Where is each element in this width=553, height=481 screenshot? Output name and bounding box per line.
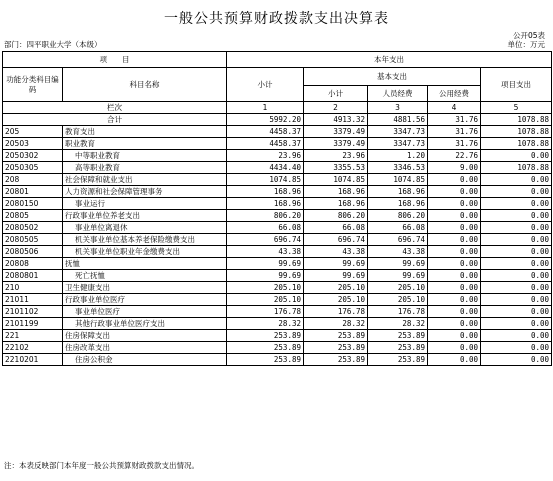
row-public: 0.00 bbox=[428, 318, 481, 330]
row-public: 9.00 bbox=[428, 162, 481, 174]
row-code: 208 bbox=[3, 174, 63, 186]
column-number: 5 bbox=[481, 102, 552, 114]
row-basic-subtotal: 99.69 bbox=[304, 270, 368, 282]
total-project: 1078.88 bbox=[481, 114, 552, 126]
table-row bbox=[3, 306, 552, 318]
personnel-header: 人员经费 bbox=[368, 86, 428, 102]
table-row bbox=[3, 138, 552, 150]
row-personnel: 168.96 bbox=[368, 198, 428, 210]
form-number: 公开05表 bbox=[512, 31, 545, 40]
row-project: 0.00 bbox=[481, 174, 552, 186]
row-personnel: 99.69 bbox=[368, 270, 428, 282]
subtotal-header: 小计 bbox=[227, 68, 304, 102]
row-name: 教育支出 bbox=[63, 126, 227, 138]
row-public: 0.00 bbox=[428, 282, 481, 294]
row-subtotal: 806.20 bbox=[227, 210, 304, 222]
row-project: 0.00 bbox=[481, 198, 552, 210]
row-subtotal: 43.38 bbox=[227, 246, 304, 258]
row-subtotal: 176.78 bbox=[227, 306, 304, 318]
row-subtotal: 168.96 bbox=[227, 186, 304, 198]
row-public: 0.00 bbox=[428, 174, 481, 186]
row-subtotal: 168.96 bbox=[227, 198, 304, 210]
row-project: 0.00 bbox=[481, 318, 552, 330]
row-public: 31.76 bbox=[428, 126, 481, 138]
total-row bbox=[3, 114, 552, 126]
row-name: 其他行政事业单位医疗支出 bbox=[63, 318, 227, 330]
func-code-header: 功能分类科目编码 bbox=[3, 68, 63, 102]
row-subtotal: 4458.37 bbox=[227, 126, 304, 138]
row-project: 0.00 bbox=[481, 282, 552, 294]
table-row bbox=[3, 342, 552, 354]
row-code: 2080506 bbox=[3, 246, 63, 258]
row-project: 1078.88 bbox=[481, 126, 552, 138]
row-basic-subtotal: 23.96 bbox=[304, 150, 368, 162]
row-name: 事业单位医疗 bbox=[63, 306, 227, 318]
row-basic-subtotal: 806.20 bbox=[304, 210, 368, 222]
total-label: 合计 bbox=[3, 114, 227, 126]
basic-subtotal-header: 小计 bbox=[304, 86, 368, 102]
table-row bbox=[3, 150, 552, 162]
row-project: 0.00 bbox=[481, 210, 552, 222]
row-public: 0.00 bbox=[428, 246, 481, 258]
row-subtotal: 99.69 bbox=[227, 270, 304, 282]
row-project: 0.00 bbox=[481, 186, 552, 198]
table-row bbox=[3, 234, 552, 246]
row-code: 2080505 bbox=[3, 234, 63, 246]
report-title: 一般公共预算财政拨款支出决算表 bbox=[164, 11, 389, 27]
row-name: 行政事业单位医疗 bbox=[63, 294, 227, 306]
row-subtotal: 99.69 bbox=[227, 258, 304, 270]
public-header: 公用经费 bbox=[428, 86, 481, 102]
row-basic-subtotal: 99.69 bbox=[304, 258, 368, 270]
row-name: 机关事业单位基本养老保险缴费支出 bbox=[63, 234, 227, 246]
row-basic-subtotal: 205.10 bbox=[304, 294, 368, 306]
row-basic-subtotal: 28.32 bbox=[304, 318, 368, 330]
row-code: 2080150 bbox=[3, 198, 63, 210]
row-personnel: 253.89 bbox=[368, 342, 428, 354]
row-personnel: 253.89 bbox=[368, 354, 428, 366]
table-row bbox=[3, 270, 552, 282]
row-name: 人力资源和社会保障管理事务 bbox=[63, 186, 227, 198]
row-basic-subtotal: 168.96 bbox=[304, 186, 368, 198]
table-row bbox=[3, 258, 552, 270]
total-personnel: 4881.56 bbox=[368, 114, 428, 126]
row-project: 0.00 bbox=[481, 270, 552, 282]
table-row bbox=[3, 186, 552, 198]
row-subtotal: 4458.37 bbox=[227, 138, 304, 150]
table-row bbox=[3, 246, 552, 258]
column-number: 1 bbox=[227, 102, 304, 114]
row-subtotal: 253.89 bbox=[227, 342, 304, 354]
row-personnel: 3346.53 bbox=[368, 162, 428, 174]
subject-name-header: 科目名称 bbox=[63, 68, 227, 102]
row-basic-subtotal: 696.74 bbox=[304, 234, 368, 246]
basic-expense-header: 基本支出 bbox=[304, 68, 481, 86]
row-code: 2101199 bbox=[3, 318, 63, 330]
row-subtotal: 4434.40 bbox=[227, 162, 304, 174]
row-basic-subtotal: 253.89 bbox=[304, 354, 368, 366]
table-row bbox=[3, 330, 552, 342]
row-personnel: 696.74 bbox=[368, 234, 428, 246]
row-project: 0.00 bbox=[481, 234, 552, 246]
row-code: 2050305 bbox=[3, 162, 63, 174]
row-code: 2210201 bbox=[3, 354, 63, 366]
row-basic-subtotal: 205.10 bbox=[304, 282, 368, 294]
row-public: 0.00 bbox=[428, 222, 481, 234]
row-public: 0.00 bbox=[428, 294, 481, 306]
row-basic-subtotal: 3355.53 bbox=[304, 162, 368, 174]
row-name: 机关事业单位职业年金缴费支出 bbox=[63, 246, 227, 258]
row-project: 0.00 bbox=[481, 258, 552, 270]
row-project: 0.00 bbox=[481, 330, 552, 342]
row-public: 0.00 bbox=[428, 354, 481, 366]
row-basic-subtotal: 253.89 bbox=[304, 342, 368, 354]
table-row bbox=[3, 210, 552, 222]
row-name: 住房保障支出 bbox=[63, 330, 227, 342]
unit-label: 单位：万元 bbox=[507, 40, 545, 49]
row-basic-subtotal: 176.78 bbox=[304, 306, 368, 318]
row-subtotal: 253.89 bbox=[227, 330, 304, 342]
row-personnel: 806.20 bbox=[368, 210, 428, 222]
row-basic-subtotal: 168.96 bbox=[304, 198, 368, 210]
total-basic-subtotal: 4913.32 bbox=[304, 114, 368, 126]
table-row bbox=[3, 174, 552, 186]
row-basic-subtotal: 253.89 bbox=[304, 330, 368, 342]
row-personnel: 176.78 bbox=[368, 306, 428, 318]
row-public: 0.00 bbox=[428, 186, 481, 198]
row-public: 22.76 bbox=[428, 150, 481, 162]
row-basic-subtotal: 66.08 bbox=[304, 222, 368, 234]
row-public: 0.00 bbox=[428, 258, 481, 270]
row-public: 0.00 bbox=[428, 234, 481, 246]
row-code: 205 bbox=[3, 126, 63, 138]
row-personnel: 168.96 bbox=[368, 186, 428, 198]
column-number: 2 bbox=[304, 102, 368, 114]
row-public: 0.00 bbox=[428, 342, 481, 354]
column-number: 3 bbox=[368, 102, 428, 114]
row-code: 20503 bbox=[3, 138, 63, 150]
row-name: 事业单位离退休 bbox=[63, 222, 227, 234]
row-public: 0.00 bbox=[428, 330, 481, 342]
row-name: 社会保障和就业支出 bbox=[63, 174, 227, 186]
row-project: 0.00 bbox=[481, 150, 552, 162]
row-name: 事业运行 bbox=[63, 198, 227, 210]
table-row bbox=[3, 318, 552, 330]
total-subtotal: 5992.20 bbox=[227, 114, 304, 126]
row-code: 20801 bbox=[3, 186, 63, 198]
row-code: 2080502 bbox=[3, 222, 63, 234]
table-row bbox=[3, 162, 552, 174]
row-project: 0.00 bbox=[481, 294, 552, 306]
row-personnel: 1074.85 bbox=[368, 174, 428, 186]
row-name: 行政事业单位养老支出 bbox=[63, 210, 227, 222]
row-basic-subtotal: 3379.49 bbox=[304, 138, 368, 150]
row-name: 住房改革支出 bbox=[63, 342, 227, 354]
row-name: 高等职业教育 bbox=[63, 162, 227, 174]
row-name: 卫生健康支出 bbox=[63, 282, 227, 294]
row-project: 0.00 bbox=[481, 354, 552, 366]
row-project: 1078.88 bbox=[481, 138, 552, 150]
row-name: 住房公积金 bbox=[63, 354, 227, 366]
row-subtotal: 696.74 bbox=[227, 234, 304, 246]
column-index-row bbox=[3, 102, 552, 114]
row-personnel: 28.32 bbox=[368, 318, 428, 330]
table-row bbox=[3, 282, 552, 294]
row-code: 20808 bbox=[3, 258, 63, 270]
row-subtotal: 205.10 bbox=[227, 294, 304, 306]
row-name: 死亡抚恤 bbox=[63, 270, 227, 282]
row-personnel: 1.20 bbox=[368, 150, 428, 162]
row-code: 21011 bbox=[3, 294, 63, 306]
footnote: 注：本表反映部门本年度一般公共预算财政拨款支出情况。 bbox=[4, 461, 199, 470]
row-subtotal: 23.96 bbox=[227, 150, 304, 162]
row-project: 1078.88 bbox=[481, 162, 552, 174]
row-public: 0.00 bbox=[428, 306, 481, 318]
row-public: 0.00 bbox=[428, 210, 481, 222]
column-index-label: 栏次 bbox=[3, 102, 227, 114]
row-project: 0.00 bbox=[481, 222, 552, 234]
row-subtotal: 66.08 bbox=[227, 222, 304, 234]
row-personnel: 3347.73 bbox=[368, 138, 428, 150]
table-row bbox=[3, 354, 552, 366]
current-year-header: 本年支出 bbox=[227, 52, 552, 68]
project-header: 项 目 bbox=[3, 52, 227, 68]
row-project: 0.00 bbox=[481, 342, 552, 354]
row-personnel: 99.69 bbox=[368, 258, 428, 270]
row-public: 31.76 bbox=[428, 138, 481, 150]
row-personnel: 43.38 bbox=[368, 246, 428, 258]
row-subtotal: 1074.85 bbox=[227, 174, 304, 186]
row-code: 2050302 bbox=[3, 150, 63, 162]
row-personnel: 253.89 bbox=[368, 330, 428, 342]
row-basic-subtotal: 1074.85 bbox=[304, 174, 368, 186]
row-subtotal: 205.10 bbox=[227, 282, 304, 294]
row-name: 抚恤 bbox=[63, 258, 227, 270]
row-basic-subtotal: 3379.49 bbox=[304, 126, 368, 138]
row-project: 0.00 bbox=[481, 306, 552, 318]
row-personnel: 66.08 bbox=[368, 222, 428, 234]
row-basic-subtotal: 43.38 bbox=[304, 246, 368, 258]
row-personnel: 205.10 bbox=[368, 282, 428, 294]
project-expense-header: 项目支出 bbox=[481, 68, 552, 102]
column-number: 4 bbox=[428, 102, 481, 114]
row-code: 221 bbox=[3, 330, 63, 342]
row-code: 210 bbox=[3, 282, 63, 294]
row-public: 0.00 bbox=[428, 270, 481, 282]
department-label: 部门：四平职业大学（本级） bbox=[4, 40, 102, 49]
total-public: 31.76 bbox=[428, 114, 481, 126]
row-name: 职业教育 bbox=[63, 138, 227, 150]
row-subtotal: 28.32 bbox=[227, 318, 304, 330]
row-code: 2080801 bbox=[3, 270, 63, 282]
expenditure-table bbox=[2, 51, 552, 366]
row-code: 20805 bbox=[3, 210, 63, 222]
row-code: 2101102 bbox=[3, 306, 63, 318]
row-subtotal: 253.89 bbox=[227, 354, 304, 366]
table-row bbox=[3, 222, 552, 234]
table-row bbox=[3, 198, 552, 210]
row-project: 0.00 bbox=[481, 246, 552, 258]
row-personnel: 3347.73 bbox=[368, 126, 428, 138]
row-public: 0.00 bbox=[428, 198, 481, 210]
row-personnel: 205.10 bbox=[368, 294, 428, 306]
table-row bbox=[3, 294, 552, 306]
row-code: 22102 bbox=[3, 342, 63, 354]
row-name: 中等职业教育 bbox=[63, 150, 227, 162]
table-row bbox=[3, 126, 552, 138]
